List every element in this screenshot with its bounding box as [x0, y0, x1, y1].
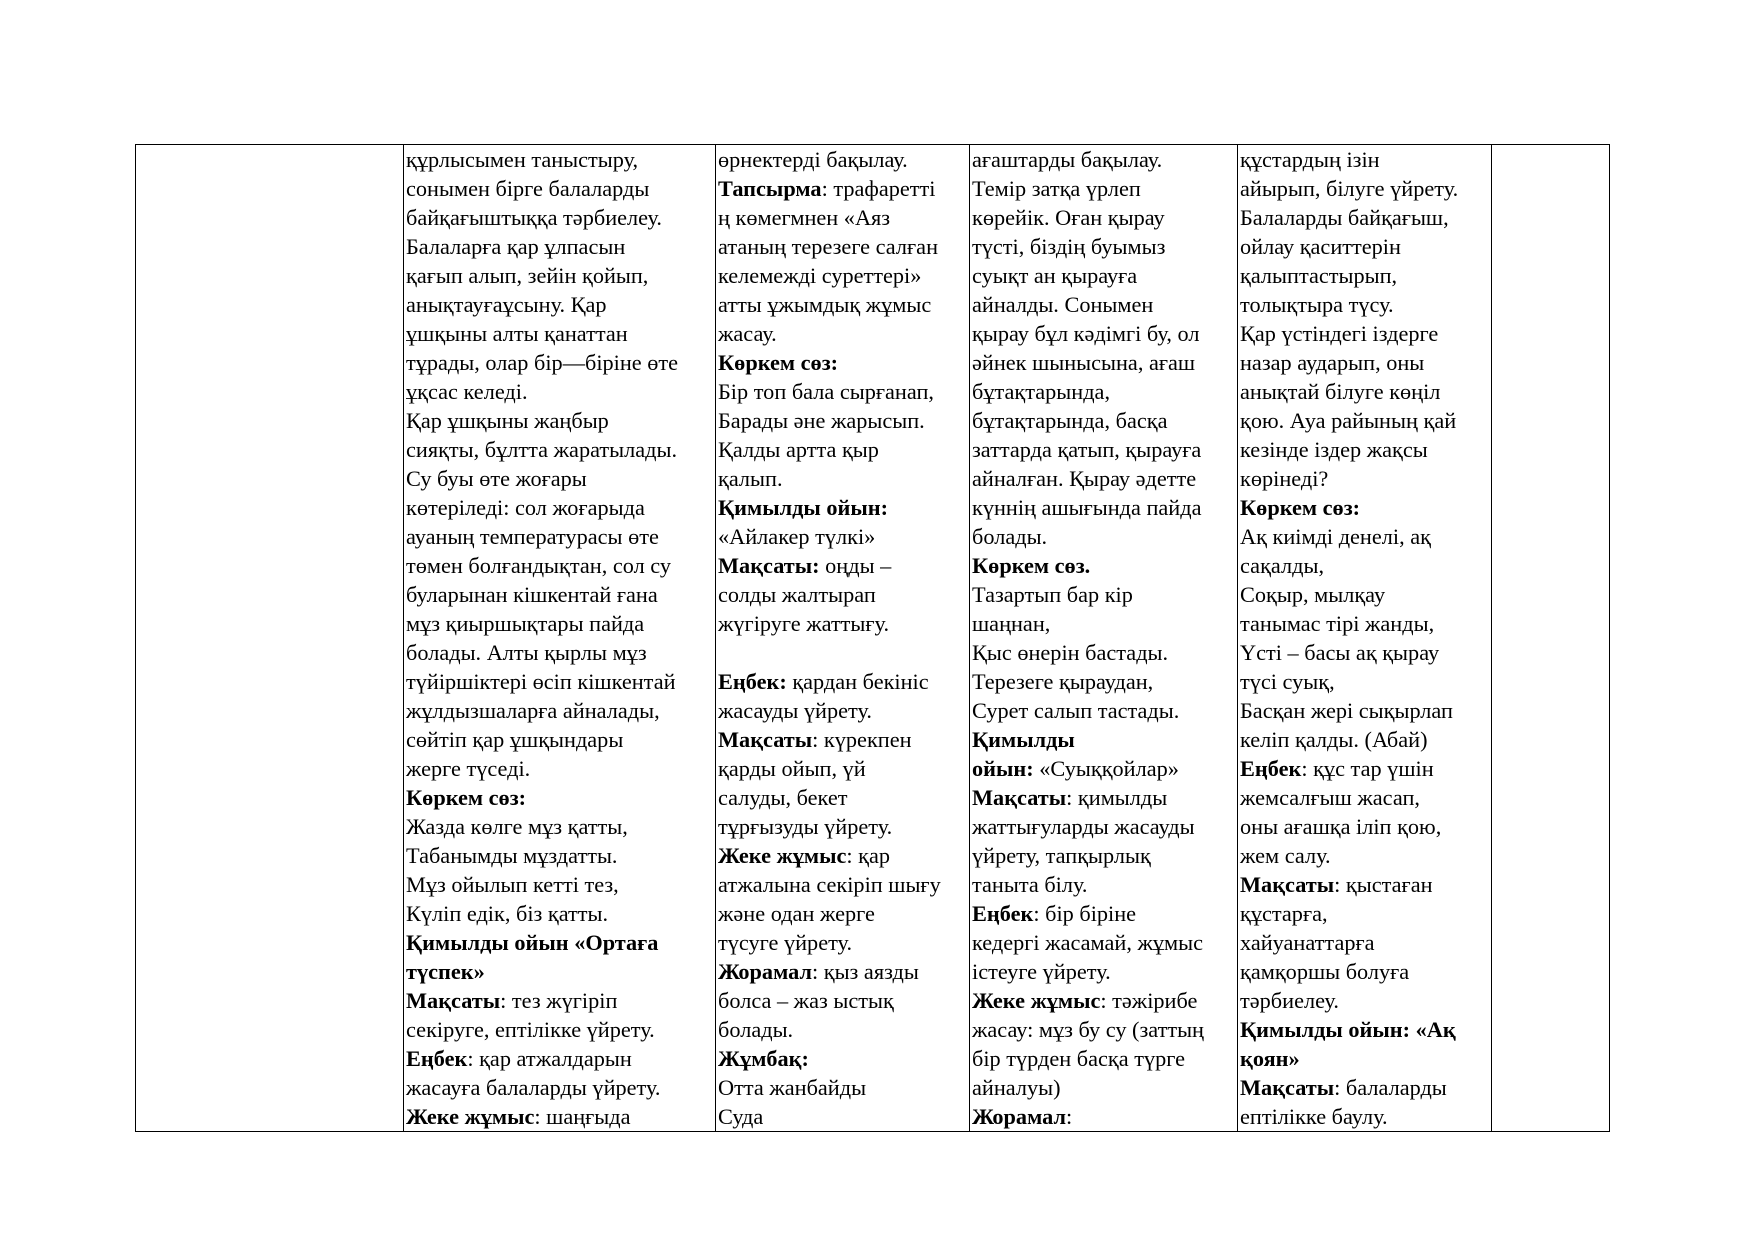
text-line — [406, 783, 713, 812]
text-run: ұшқыны алты қанаттан — [406, 321, 628, 346]
text-run: ойлау қаситтерін — [1240, 234, 1401, 259]
text-line — [972, 203, 1235, 232]
text-line — [406, 435, 713, 464]
text-line — [972, 667, 1235, 696]
text-run: ұқсас келеді. — [406, 379, 528, 404]
text-run: : балаларды — [1334, 1075, 1447, 1100]
text-run: : қимылды — [1066, 785, 1168, 810]
text-line — [972, 609, 1235, 638]
text-run: : тәжірибе — [1100, 988, 1198, 1013]
text-run: тұрғызуды үйрету. — [718, 814, 893, 839]
text-run: жасауды үйрету. — [718, 698, 872, 723]
text-run: Үсті – басы ақ қырау — [1240, 640, 1440, 665]
text-run: бұтақтарында, — [972, 379, 1111, 404]
text-run: шаңнан, — [972, 611, 1051, 636]
text-run: секіруге, ептілікке үйрету. — [406, 1017, 655, 1042]
text-line — [972, 928, 1235, 957]
text-run: «Айлакер түлкі» — [718, 524, 876, 549]
text-run: кезінде іздер жақсы — [1240, 437, 1428, 462]
text-line — [406, 1073, 713, 1102]
bold-text: Көркем сөз. — [972, 553, 1091, 578]
text-line — [718, 812, 967, 841]
text-run: Қар ұшқыны жаңбыр — [406, 408, 609, 433]
bold-text: Мақсаты — [718, 727, 813, 752]
text-line — [406, 609, 713, 638]
table-cell-col-5 — [1492, 145, 1610, 1132]
text-line — [972, 783, 1235, 812]
text-run: назар аударып, оны — [1240, 350, 1425, 375]
text-run: Бір топ бала сырғанап, — [718, 379, 934, 404]
text-run: көрейік. Оған қырау — [972, 205, 1165, 230]
text-line — [718, 783, 967, 812]
text-run: атжалына секіріп шығу — [718, 872, 941, 897]
text-line — [718, 551, 967, 580]
text-line — [972, 464, 1235, 493]
text-run: ң көмегмнен «Аяз — [718, 205, 891, 230]
text-line — [972, 870, 1235, 899]
text-run: болады. — [972, 524, 1048, 549]
text-run: қырау бұл кәдімгі бу, ол — [972, 321, 1200, 346]
text-line — [972, 232, 1235, 261]
text-run: жасауға балаларды үйрету. — [406, 1075, 661, 1100]
text-line — [718, 145, 967, 174]
bold-text: Жеке жұмыс — [972, 988, 1101, 1013]
text-line — [718, 609, 967, 638]
table-cell-col-4 — [1238, 145, 1492, 1132]
text-line — [1240, 232, 1489, 261]
text-run: қарды ойып, үй — [718, 756, 866, 781]
text-run: құстарға, — [1240, 901, 1328, 926]
text-run: ауаның температурасы өте — [406, 524, 659, 549]
text-line — [718, 435, 967, 464]
text-run: жүгіруге жаттығу. — [718, 611, 890, 636]
text-line — [972, 290, 1235, 319]
text-line — [972, 1102, 1235, 1131]
table-row — [136, 145, 1610, 1132]
text-line — [718, 203, 967, 232]
text-run: оңды – — [819, 553, 892, 578]
bold-text: Қимылды ойын «Ортаға — [406, 930, 659, 955]
text-run: Су буы өте жоғары — [406, 466, 587, 491]
text-run: Мұз ойылып кетті тез, — [406, 872, 619, 897]
text-line — [406, 232, 713, 261]
text-line — [718, 580, 967, 609]
text-run: жасау: мұз бу су (заттың — [972, 1017, 1204, 1042]
text-line — [718, 870, 967, 899]
text-line — [1240, 783, 1489, 812]
lesson-plan-table — [135, 144, 1610, 1132]
text-run: : бір біріне — [1033, 901, 1137, 926]
text-line — [972, 986, 1235, 1015]
text-run: Тазартып бар кір — [972, 582, 1133, 607]
bold-text: ойын: — [972, 756, 1034, 781]
text-run: анықтай білуге көңіл — [1240, 379, 1441, 404]
text-line — [718, 232, 967, 261]
text-run: кедергі жасамай, жұмыс — [972, 930, 1204, 955]
bold-text: Жорамал — [972, 1104, 1066, 1129]
text-line — [718, 986, 967, 1015]
text-run: Қалды артта қыр — [718, 437, 879, 462]
text-line — [1240, 551, 1489, 580]
text-run: жаттығуларды жасауды — [972, 814, 1195, 839]
text-run: қағып алып, зейін қойып, — [406, 263, 649, 288]
text-line — [718, 377, 967, 406]
bold-text: Еңбек: — [718, 669, 787, 694]
text-line — [1240, 667, 1489, 696]
text-run: сақалды, — [1240, 553, 1325, 578]
text-line — [972, 319, 1235, 348]
text-run: Балаларға қар ұлпасын — [406, 234, 626, 259]
text-line — [1240, 1015, 1489, 1044]
text-run: құстардың ізін — [1240, 147, 1380, 172]
text-run: Балаларды байқағыш, — [1240, 205, 1449, 230]
text-line — [718, 841, 967, 870]
text-line — [406, 1044, 713, 1073]
bold-text: Еңбек — [1240, 756, 1302, 781]
text-line — [406, 667, 713, 696]
bold-text: Жұмбақ: — [718, 1046, 809, 1071]
text-run: : — [1065, 1104, 1073, 1129]
text-line — [406, 696, 713, 725]
text-line — [406, 145, 713, 174]
text-run: Қыс өнерін бастады. — [972, 640, 1169, 665]
table-cell-col-3 — [970, 145, 1238, 1132]
text-line — [1240, 957, 1489, 986]
text-run: тұрады, олар бір—біріне өте — [406, 350, 679, 375]
text-line — [718, 638, 967, 667]
text-run: : құс тар үшін — [1301, 756, 1434, 781]
text-run: жерге түседі. — [406, 756, 531, 781]
table-cell-col-2 — [716, 145, 970, 1132]
text-run: таныта білу. — [972, 872, 1088, 897]
text-run: Күліп едік, біз қатты. — [406, 901, 609, 926]
text-run: Сурет салып тастады. — [972, 698, 1180, 723]
text-line — [406, 377, 713, 406]
text-run: : қыз аязды — [811, 959, 919, 984]
text-run: қою. Ауа райының қай — [1240, 408, 1457, 433]
text-line — [718, 348, 967, 377]
text-line — [972, 551, 1235, 580]
text-line — [972, 493, 1235, 522]
text-run: Қар үстіндегі іздерге — [1240, 321, 1439, 346]
text-run: сөйтіп қар ұшқындары — [406, 727, 624, 752]
text-run: келемежді суреттері» — [718, 263, 922, 288]
text-run: буларынан кішкентай ғана — [406, 582, 658, 607]
text-run: Терезеге қыраудан, — [972, 669, 1154, 694]
text-line — [406, 522, 713, 551]
text-line — [718, 696, 967, 725]
text-line — [1240, 696, 1489, 725]
bold-text: Еңбек — [972, 901, 1034, 926]
text-run: түсті, біздің буымыз — [972, 234, 1166, 259]
text-line — [1240, 348, 1489, 377]
bold-text: Мақсаты — [972, 785, 1067, 810]
text-run: көтеріледі: сол жоғарыда — [406, 495, 645, 520]
text-run: құрлысымен таныстыру, — [406, 147, 639, 172]
bold-text: қоян» — [1240, 1046, 1300, 1071]
text-run: түйіршіктері өсіп кішкентай — [406, 669, 676, 694]
text-line — [1240, 812, 1489, 841]
text-run: бұтақтарында, басқа — [972, 408, 1168, 433]
text-line — [972, 1044, 1235, 1073]
text-line — [972, 435, 1235, 464]
text-run: танымас тірі жанды, — [1240, 611, 1435, 636]
text-line — [718, 464, 967, 493]
bold-text: түспек» — [406, 959, 485, 984]
text-line — [972, 145, 1235, 174]
text-line — [406, 580, 713, 609]
text-run: әйнек шынысына, ағаш — [972, 350, 1196, 375]
text-line — [972, 406, 1235, 435]
text-line — [406, 754, 713, 783]
text-line — [718, 319, 967, 348]
text-run: болады. — [718, 1017, 794, 1042]
text-run: : қыстаған — [1334, 872, 1433, 897]
bold-text: Тапсырма — [718, 176, 822, 201]
text-line — [718, 493, 967, 522]
text-line — [1240, 493, 1489, 522]
text-line — [972, 348, 1235, 377]
bold-text: Мақсаты — [1240, 872, 1335, 897]
text-run: : күрекпен — [812, 727, 912, 752]
text-line — [1494, 145, 1607, 174]
text-line — [718, 522, 967, 551]
text-line — [972, 580, 1235, 609]
text-run: бір түрден басқа түрге — [972, 1046, 1185, 1071]
text-line — [138, 145, 401, 174]
text-run: Табанымды мұздатты. — [406, 843, 618, 868]
text-run: солды жалтырап — [718, 582, 876, 607]
text-run: үйрету, тапқырлық — [972, 843, 1151, 868]
text-line — [718, 1073, 967, 1102]
bold-text: Қимылды ойын: «Ақ — [1240, 1017, 1456, 1042]
text-line — [1240, 1102, 1489, 1131]
text-run: Соқыр, мылқау — [1240, 582, 1386, 607]
text-line — [718, 290, 967, 319]
text-line — [972, 1015, 1235, 1044]
text-run: Суда — [718, 1104, 764, 1129]
text-line — [718, 725, 967, 754]
text-line — [972, 957, 1235, 986]
text-line — [1240, 174, 1489, 203]
text-run: жем салу. — [1240, 843, 1331, 868]
text-line — [718, 406, 967, 435]
text-line — [406, 899, 713, 928]
text-run: қалыптастырып, — [1240, 263, 1398, 288]
text-run: тәрбиелеу. — [1240, 988, 1339, 1013]
table-cell-col-0 — [136, 145, 404, 1132]
text-run: оны ағашқа іліп қою, — [1240, 814, 1442, 839]
text-line — [718, 174, 967, 203]
text-line — [406, 812, 713, 841]
text-run: : трафаретті — [821, 176, 936, 201]
text-run: суықт ан қырауға — [972, 263, 1138, 288]
text-line — [406, 725, 713, 754]
text-line — [406, 841, 713, 870]
bold-text: Еңбек — [406, 1046, 468, 1071]
text-line — [406, 870, 713, 899]
text-run: хайуанаттарға — [1240, 930, 1375, 955]
text-line — [718, 1015, 967, 1044]
text-line — [972, 377, 1235, 406]
text-run: : қар атжалдарын — [467, 1046, 632, 1071]
text-run: Басқан жері сықырлап — [1240, 698, 1453, 723]
text-run: жұлдызшаларға айналады, — [406, 698, 660, 723]
text-line — [406, 957, 713, 986]
text-run: : қар — [846, 843, 891, 868]
text-run: айналған. Қырау әдетте — [972, 466, 1197, 491]
text-line — [1240, 261, 1489, 290]
bold-text: Қимылды ойын: — [718, 495, 889, 520]
text-run: мұз қиыршықтары пайда — [406, 611, 645, 636]
text-line — [406, 290, 713, 319]
text-run: қардан бекініс — [786, 669, 929, 694]
text-line — [406, 174, 713, 203]
text-line — [718, 957, 967, 986]
text-line — [1240, 464, 1489, 493]
text-line — [972, 174, 1235, 203]
text-line — [1240, 870, 1489, 899]
text-line — [1240, 145, 1489, 174]
text-line — [972, 725, 1235, 754]
bold-text: Мақсаты — [1240, 1075, 1335, 1100]
text-line — [972, 638, 1235, 667]
text-line — [1240, 725, 1489, 754]
text-run: толықтыра түсу. — [1240, 292, 1394, 317]
text-line — [1240, 203, 1489, 232]
text-run: жасау. — [718, 321, 777, 346]
text-run: айырып, білуге үйрету. — [1240, 176, 1459, 201]
text-line — [1240, 638, 1489, 667]
text-run: күннің ашығында пайда — [972, 495, 1202, 520]
text-line — [1240, 754, 1489, 783]
bold-text: Қимылды — [972, 727, 1075, 752]
text-run: Жазда көлге мұз қатты, — [406, 814, 628, 839]
text-run: : тез жүгіріп — [500, 988, 618, 1013]
bold-text: Жеке жұмыс — [406, 1104, 535, 1129]
text-run: атты ұжымдық жұмыс — [718, 292, 932, 317]
text-run: жемсалғыш жасап, — [1240, 785, 1420, 810]
text-line — [718, 899, 967, 928]
text-line — [972, 812, 1235, 841]
text-line — [1240, 899, 1489, 928]
text-run: байқағыштыққа тәрбиелеу. — [406, 205, 662, 230]
text-run: қамқоршы болуға — [1240, 959, 1410, 984]
text-line — [1240, 522, 1489, 551]
text-line — [406, 464, 713, 493]
text-line — [406, 348, 713, 377]
text-run: айналуы) — [972, 1075, 1061, 1100]
text-line — [718, 1102, 967, 1131]
text-line — [406, 319, 713, 348]
text-run: : шаңғыда — [534, 1104, 631, 1129]
text-run: ептілікке баулу. — [1240, 1104, 1388, 1129]
text-line — [972, 522, 1235, 551]
text-run: салуды, бекет — [718, 785, 848, 810]
text-run: сияқты, бұлтта жаратылады. — [406, 437, 678, 462]
bold-text: Көркем сөз: — [1240, 495, 1361, 520]
text-line — [718, 928, 967, 957]
text-line — [718, 1044, 967, 1073]
text-run: заттарда қатып, қырауға — [972, 437, 1202, 462]
text-line — [406, 928, 713, 957]
bold-text: Мақсаты — [406, 988, 501, 1013]
bold-text: Жорамал — [718, 959, 812, 984]
text-line — [406, 551, 713, 580]
text-run: ағаштарды бақылау. — [972, 147, 1163, 172]
text-line — [972, 1073, 1235, 1102]
bold-text: Жеке жұмыс — [718, 843, 847, 868]
text-line — [406, 406, 713, 435]
text-run: атаның терезеге салған — [718, 234, 938, 259]
text-run: түсуге үйрету. — [718, 930, 853, 955]
text-line — [1240, 841, 1489, 870]
text-line — [1240, 580, 1489, 609]
bold-text: Мақсаты: — [718, 553, 820, 578]
text-run: өрнектерді бақылау. — [718, 147, 908, 172]
text-line — [718, 261, 967, 290]
text-run: «Суыққойлар» — [1033, 756, 1179, 781]
text-run: болса – жаз ыстық — [718, 988, 894, 1013]
text-line — [1240, 377, 1489, 406]
text-line — [1240, 986, 1489, 1015]
text-line — [1240, 1073, 1489, 1102]
text-run: болады. Алты қырлы мұз — [406, 640, 647, 665]
text-run: және одан жерге — [718, 901, 875, 926]
text-line — [406, 1015, 713, 1044]
text-run: түсі суық, — [1240, 669, 1335, 694]
text-run: қалып. — [718, 466, 783, 491]
text-run: Барады әне жарысып. — [718, 408, 925, 433]
text-line — [972, 261, 1235, 290]
text-line — [1240, 406, 1489, 435]
text-line — [1240, 319, 1489, 348]
text-line — [718, 754, 967, 783]
text-run: Ақ киімді денелі, ақ — [1240, 524, 1431, 549]
text-run: төмен болғандықтан, сол су — [406, 553, 672, 578]
text-run: анықтауғаұсыну. Қар — [406, 292, 607, 317]
text-run: келіп қалды. (Абай) — [1240, 727, 1428, 752]
bold-text: Көркем сөз: — [406, 785, 527, 810]
text-run: сонымен бірге балаларды — [406, 176, 650, 201]
text-line — [972, 754, 1235, 783]
text-run: Отта жанбайды — [718, 1075, 867, 1100]
text-line — [972, 841, 1235, 870]
text-line — [1240, 928, 1489, 957]
text-line — [1240, 1044, 1489, 1073]
text-line — [406, 986, 713, 1015]
text-line — [1240, 609, 1489, 638]
text-line — [972, 899, 1235, 928]
text-line — [406, 1102, 713, 1131]
bold-text: Көркем сөз: — [718, 350, 839, 375]
text-run: істеуге үйрету. — [972, 959, 1111, 984]
table-cell-col-1 — [404, 145, 716, 1132]
text-run: көрінеді? — [1240, 466, 1329, 491]
text-line — [718, 667, 967, 696]
text-line — [1240, 290, 1489, 319]
text-line — [406, 261, 713, 290]
text-line — [406, 203, 713, 232]
text-run: Темір затқа үрлеп — [972, 176, 1141, 201]
text-line — [406, 493, 713, 522]
text-line — [406, 638, 713, 667]
text-line — [972, 696, 1235, 725]
text-line — [1240, 435, 1489, 464]
text-run: айналды. Сонымен — [972, 292, 1154, 317]
